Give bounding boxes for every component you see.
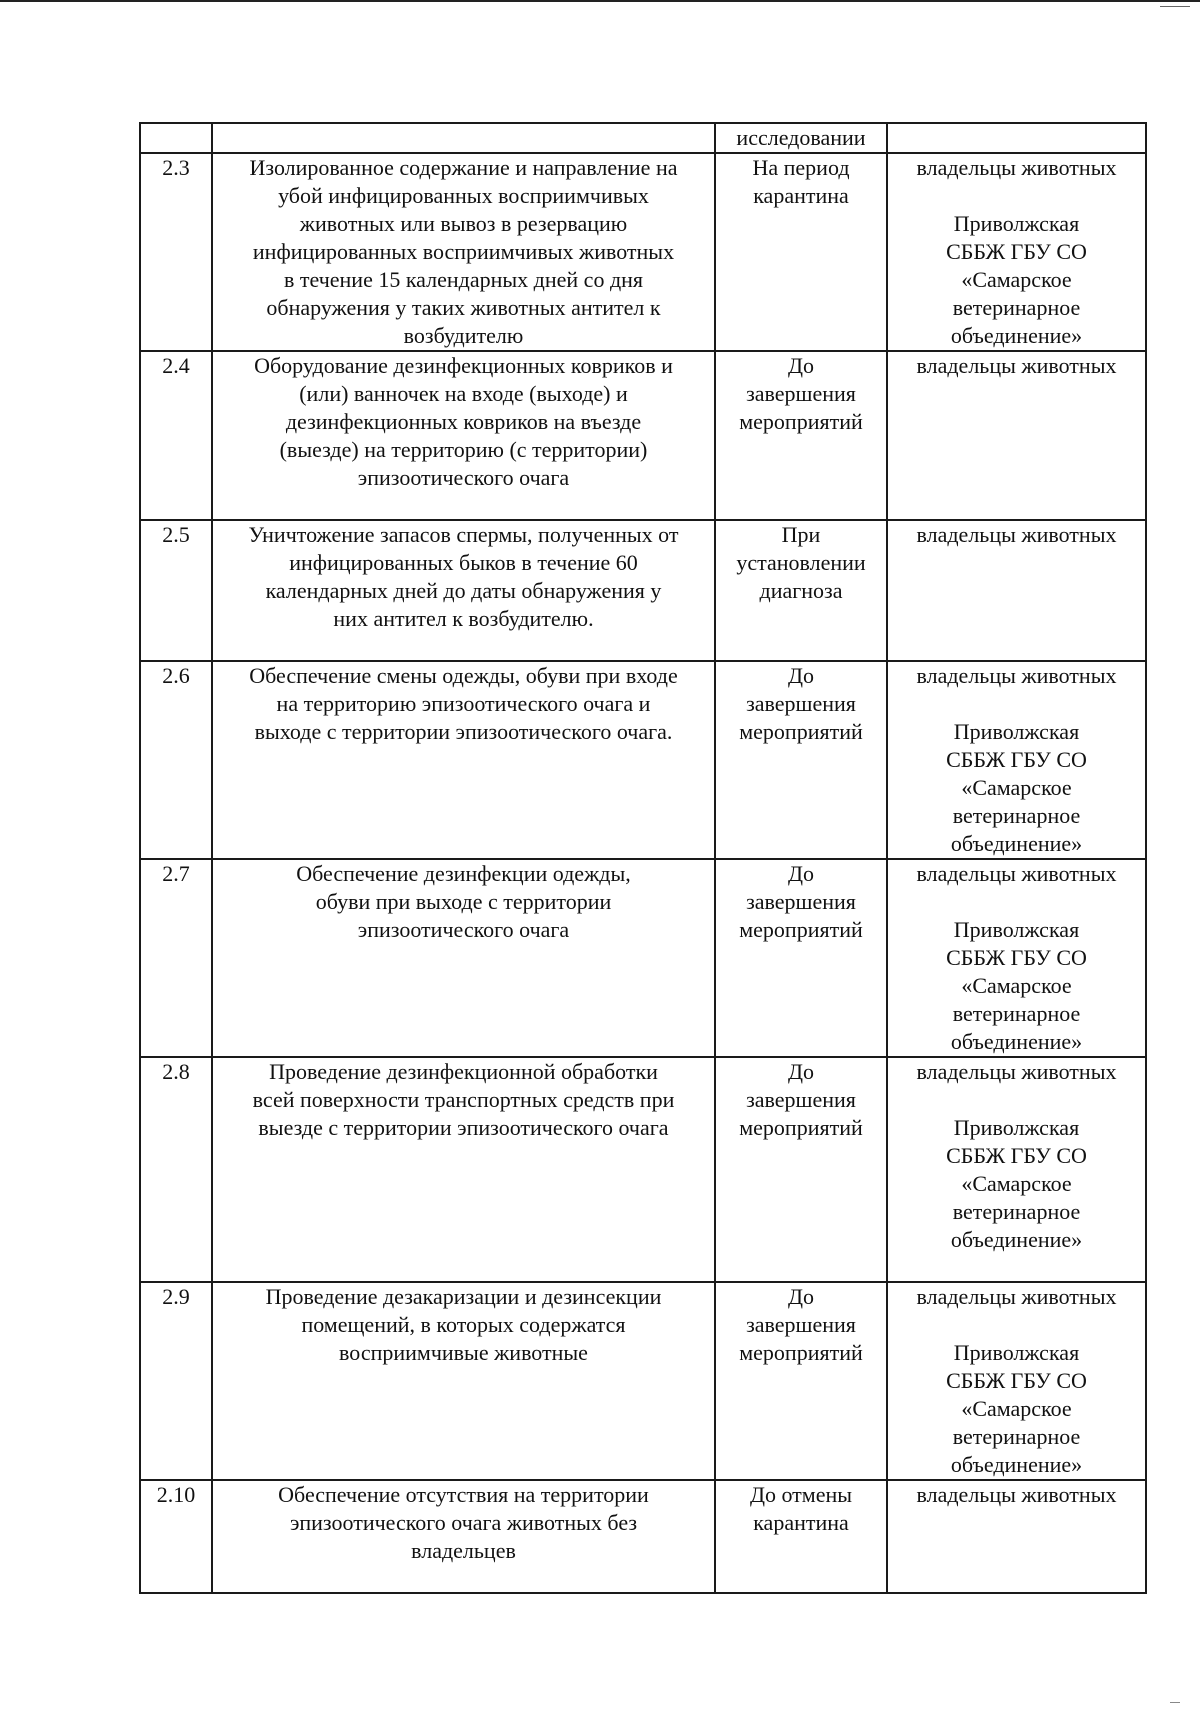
- responsible-owners: владельцы животных: [916, 1284, 1117, 1309]
- measures-table-body: [140, 123, 1146, 1593]
- term-text: До завершения мероприятий: [715, 661, 887, 859]
- responsible-cell: [887, 661, 1146, 859]
- row-number: 2.4: [140, 351, 212, 520]
- responsible-owners: владельцы животных: [916, 522, 1117, 547]
- responsible-cell: [887, 859, 1146, 1057]
- responsible-vet-service: Приволжская СББЖ ГБУ СО «Самарское ветеринарное объединение»: [946, 211, 1087, 348]
- measure-text: Проведение дезинфекционной обработки всей поверхности транспортных средств при выезде с территории эпизоотического очага: [212, 1057, 715, 1282]
- responsible-gap: [894, 1311, 1139, 1339]
- term-text: До завершения мероприятий: [715, 859, 887, 1057]
- table-row: [140, 351, 1146, 520]
- row-number: 2.5: [140, 520, 212, 661]
- table-row: [140, 661, 1146, 859]
- responsible-vet-service: Приволжская СББЖ ГБУ СО «Самарское ветеринарное объединение»: [946, 1115, 1087, 1252]
- responsible-owners: владельцы животных: [916, 1059, 1117, 1084]
- responsible-cell: [887, 351, 1146, 520]
- continuation-term-cell: исследовании: [715, 123, 887, 153]
- table-row: [140, 153, 1146, 351]
- table-row: [140, 1480, 1146, 1593]
- row-number: 2.9: [140, 1282, 212, 1480]
- continuation-row: [140, 123, 1146, 153]
- responsible-owners: владельцы животных: [916, 1482, 1117, 1507]
- responsible-cell: [887, 1282, 1146, 1480]
- continuation-resp-cell: [887, 123, 1146, 153]
- responsible-cell: [887, 1057, 1146, 1282]
- row-number: 2.6: [140, 661, 212, 859]
- scan-top-edge: [0, 0, 1200, 2]
- responsible-owners: владельцы животных: [916, 861, 1117, 886]
- measures-table: [139, 122, 1147, 1594]
- responsible-vet-service: Приволжская СББЖ ГБУ СО «Самарское ветеринарное объединение»: [946, 917, 1087, 1054]
- responsible-vet-service: Приволжская СББЖ ГБУ СО «Самарское ветеринарное объединение»: [946, 1340, 1087, 1477]
- measure-text: Обеспечение отсутствия на территории эпизоотического очага животных без владельцев: [212, 1480, 715, 1593]
- row-number: 2.8: [140, 1057, 212, 1282]
- table-row: [140, 859, 1146, 1057]
- measure-text: Уничтожение запасов спермы, полученных от инфицированных быков в течение 60 календарных дней до даты обнаружения у них антител к возбудителю.: [212, 520, 715, 661]
- table-row: [140, 520, 1146, 661]
- scan-mark: [1160, 6, 1190, 7]
- measure-text: Обеспечение смены одежды, обуви при входе на территорию эпизоотического очага и выходе с территории эпизоотического очага.: [212, 661, 715, 859]
- responsible-cell: [887, 153, 1146, 351]
- responsible-cell: [887, 520, 1146, 661]
- measure-text: Проведение дезакаризации и дезинсекции помещений, в которых содержатся восприимчивые животные: [212, 1282, 715, 1480]
- table-row: [140, 1057, 1146, 1282]
- responsible-gap: [894, 888, 1139, 916]
- responsible-owners: владельцы животных: [916, 155, 1117, 180]
- responsible-gap: [894, 1086, 1139, 1114]
- measure-text: Изолированное содержание и направление на убой инфицированных восприимчивых животных или вывоз в резервацию инфицированных восприимчивых животных в течение 15 календарных дней со дня обнаружения у таких животных антител к возбудителю: [212, 153, 715, 351]
- table-row: [140, 1282, 1146, 1480]
- responsible-cell: [887, 1480, 1146, 1593]
- row-number: 2.7: [140, 859, 212, 1057]
- term-text: При установлении диагноза: [715, 520, 887, 661]
- continuation-num-cell: [140, 123, 212, 153]
- term-text: До завершения мероприятий: [715, 1282, 887, 1480]
- measure-text: Оборудование дезинфекционных ковриков и (или) ванночек на входе (выходе) и дезинфекционных ковриков на въезде (выезде) на территорию (с территории) эпизоотического очага: [212, 351, 715, 520]
- responsible-owners: владельцы животных: [916, 663, 1117, 688]
- responsible-vet-service: Приволжская СББЖ ГБУ СО «Самарское ветеринарное объединение»: [946, 719, 1087, 856]
- term-text: На период карантина: [715, 153, 887, 351]
- scan-mark-bottom: [1170, 1702, 1180, 1703]
- term-text: До завершения мероприятий: [715, 351, 887, 520]
- row-number: 2.3: [140, 153, 212, 351]
- row-number: 2.10: [140, 1480, 212, 1593]
- responsible-gap: [894, 182, 1139, 210]
- term-text: До отмены карантина: [715, 1480, 887, 1593]
- responsible-gap: [894, 690, 1139, 718]
- measure-text: Обеспечение дезинфекции одежды, обуви при выходе с территории эпизоотического очага: [212, 859, 715, 1057]
- term-text: До завершения мероприятий: [715, 1057, 887, 1282]
- responsible-owners: владельцы животных: [916, 353, 1117, 378]
- continuation-measure-cell: [212, 123, 715, 153]
